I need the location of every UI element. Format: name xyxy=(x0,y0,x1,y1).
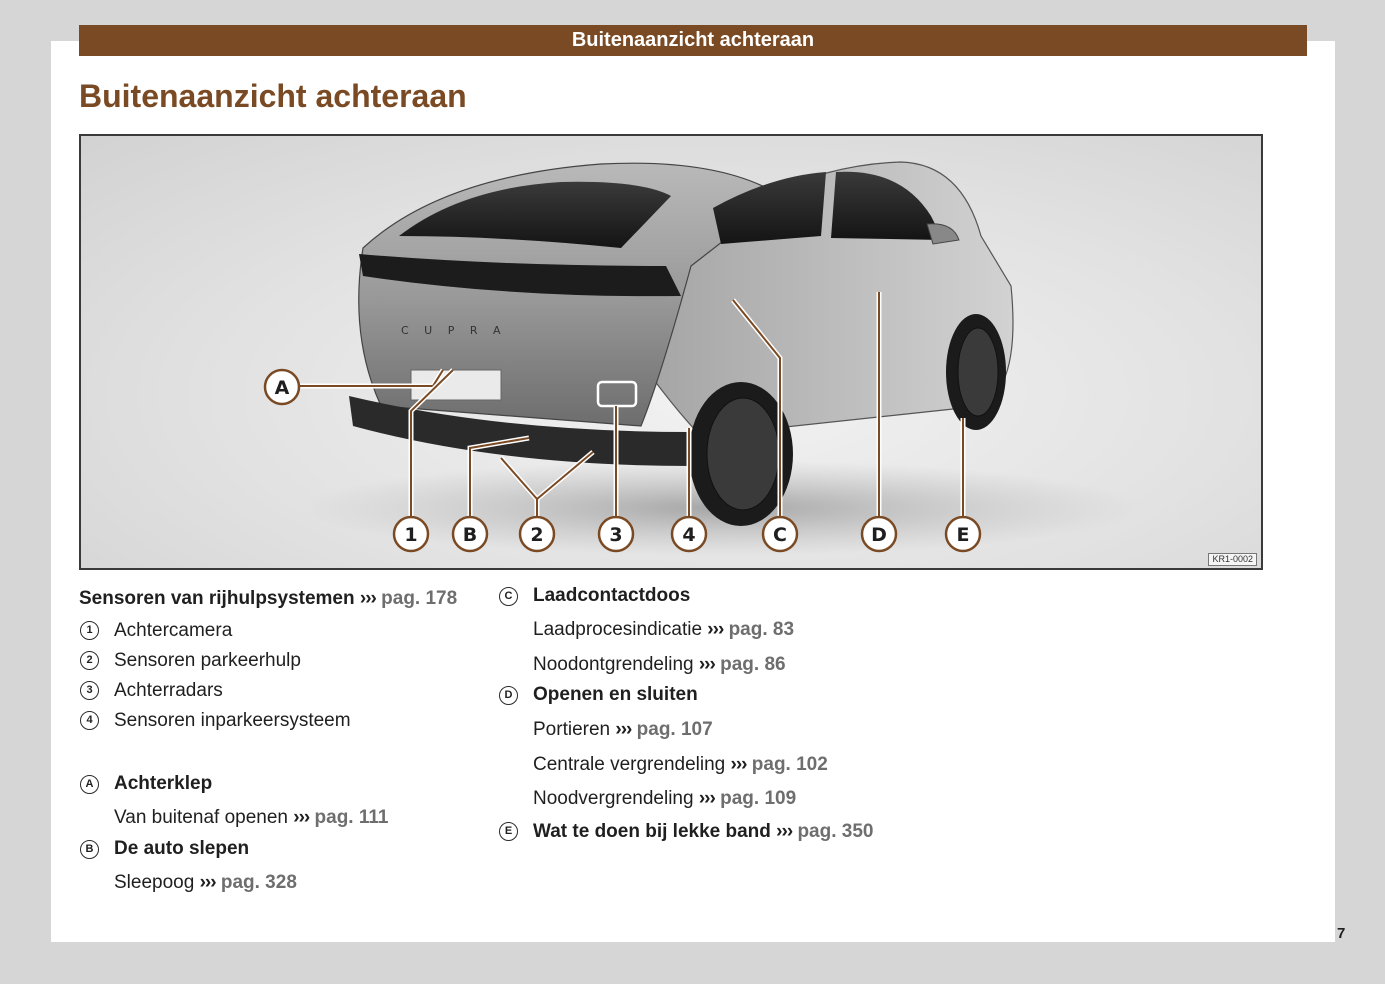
letter-D-icon: D xyxy=(499,686,518,705)
list-item xyxy=(533,619,794,641)
page-ref-link[interactable]: pag. 328 xyxy=(220,872,297,893)
page-ref-link[interactable]: pag. 83 xyxy=(728,619,795,640)
towing-heading: De auto slepen xyxy=(114,838,250,859)
arrow-icon: ››› xyxy=(293,807,310,828)
flat-tire-heading xyxy=(533,821,873,843)
letter-B-icon: B xyxy=(80,840,99,859)
item-text: Van buitenaf openen xyxy=(114,807,288,828)
letter-A-icon: A xyxy=(80,775,99,794)
page-number: 7 xyxy=(1337,925,1346,942)
page-ref-link[interactable]: pag. 102 xyxy=(751,754,828,775)
callout-C xyxy=(763,517,797,551)
item-text: Sleepoog xyxy=(114,872,195,893)
arrow-icon: ››› xyxy=(615,719,632,740)
number-4-icon: 4 xyxy=(80,711,99,730)
item-text: Wat te doen bij lekke band xyxy=(533,821,771,842)
callout-3 xyxy=(599,517,633,551)
callout-D xyxy=(862,517,896,551)
callout-E-label: E xyxy=(956,524,970,546)
list-item xyxy=(533,754,828,776)
towing-eye-item xyxy=(114,872,297,894)
list-item: Sensoren inparkeersysteem xyxy=(114,710,351,731)
arrow-icon: ››› xyxy=(698,654,715,675)
callout-B-label: B xyxy=(462,524,478,546)
arrow-icon: ››› xyxy=(698,788,715,809)
arrow-icon: ››› xyxy=(199,872,216,893)
sensors-heading-text: Sensoren van rijhulpsystemen xyxy=(79,588,355,609)
list-item: Achterradars xyxy=(114,680,223,701)
callout-C-label: C xyxy=(773,524,787,546)
item-text: Noodontgrendeling xyxy=(533,654,694,675)
sensors-heading xyxy=(79,588,457,610)
open-close-heading: Openen en sluiten xyxy=(533,684,698,705)
list-item xyxy=(533,719,713,741)
callout-A-label: A xyxy=(274,377,290,399)
car-badge: C U P R A xyxy=(401,324,507,337)
number-2-icon: 2 xyxy=(80,651,99,670)
callout-2-label: 2 xyxy=(530,524,544,546)
tailgate-open-item xyxy=(114,807,388,829)
page-title: Buitenaanzicht achteraan xyxy=(79,78,467,114)
callout-4-label: 4 xyxy=(682,524,696,546)
page-ref-link[interactable]: pag. 107 xyxy=(636,719,713,740)
arrow-icon: ››› xyxy=(776,821,793,842)
callout-E xyxy=(946,517,980,551)
list-item xyxy=(533,788,796,810)
item-text: Portieren xyxy=(533,719,611,740)
page-ref-link[interactable]: pag. 86 xyxy=(720,654,786,675)
rear-rim xyxy=(707,398,779,510)
number-3-icon: 3 xyxy=(80,681,99,700)
charging-socket-heading: Laadcontactdoos xyxy=(533,585,691,606)
list-item xyxy=(533,654,786,676)
tailgate-heading: Achterklep xyxy=(114,773,213,794)
page-ref-link[interactable]: pag. 109 xyxy=(720,788,797,809)
item-text: Centrale vergrendeling xyxy=(533,754,726,775)
list-item: Achtercamera xyxy=(114,620,233,641)
callout-D-label: D xyxy=(871,524,887,546)
page-ref-link[interactable]: pag. 178 xyxy=(381,588,458,609)
list-item: Sensoren parkeerhulp xyxy=(114,650,301,671)
callout-1 xyxy=(394,517,428,551)
section-banner: Buitenaanzicht achteraan xyxy=(79,25,1307,56)
number-1-icon: 1 xyxy=(80,621,99,640)
arrow-icon: ››› xyxy=(359,588,376,609)
item-text: Laadprocesindicatie xyxy=(533,619,703,640)
callout-1-label: 1 xyxy=(404,524,418,546)
car-rear-illustration xyxy=(79,134,1263,570)
page-ref-link[interactable]: pag. 350 xyxy=(797,821,874,842)
page-ref-link[interactable]: pag. 111 xyxy=(314,807,389,828)
arrow-icon: ››› xyxy=(707,619,724,640)
figure-code: KR1-0002 xyxy=(1208,553,1257,566)
car-drawing xyxy=(81,136,1261,568)
callout-2 xyxy=(520,517,554,551)
callout-3-label: 3 xyxy=(609,524,623,546)
letter-C-icon: C xyxy=(499,587,518,606)
letter-E-icon: E xyxy=(499,822,518,841)
item-text: Noodvergrendeling xyxy=(533,788,694,809)
front-rim xyxy=(958,328,998,416)
arrow-icon: ››› xyxy=(730,754,747,775)
callout-A xyxy=(265,370,299,404)
callout-4 xyxy=(672,517,706,551)
callout-B xyxy=(453,517,487,551)
